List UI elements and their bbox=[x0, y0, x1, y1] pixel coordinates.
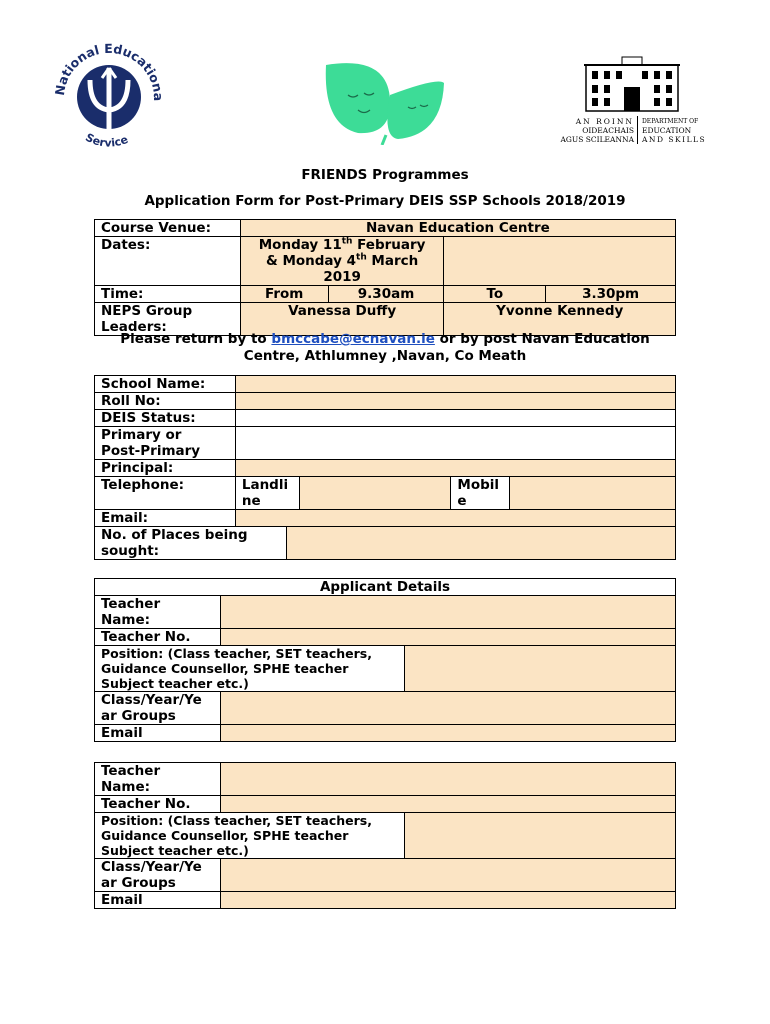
leader-one: Vanessa Duffy bbox=[240, 303, 444, 336]
venue-value: Navan Education Centre bbox=[240, 220, 675, 237]
mobile-field[interactable] bbox=[510, 477, 676, 510]
primary-label: Primary or Post-Primary bbox=[95, 427, 236, 460]
return-note: Please return by to bmccabe@ecnavan.ie or by post Navan Education Centre, Athlumney ,Navan, Co Meath bbox=[120, 331, 650, 364]
time-label: Time: bbox=[95, 286, 241, 303]
teacher-email-label: Email bbox=[95, 725, 221, 742]
teacher-no-field[interactable] bbox=[220, 796, 675, 813]
school-name-field[interactable] bbox=[235, 376, 675, 393]
telephone-label: Telephone: bbox=[95, 477, 236, 510]
teacher-name-label: Teacher Name: bbox=[95, 763, 221, 796]
teacher-no-field[interactable] bbox=[220, 629, 675, 646]
applicant-details-header: Applicant Details bbox=[95, 579, 676, 596]
teacher-no-label: Teacher No. bbox=[95, 796, 221, 813]
time-from-label: From bbox=[240, 286, 328, 303]
dates-value: Monday 11th February & Monday 4th March 2019 bbox=[240, 237, 444, 286]
time-to-value: 3.30pm bbox=[546, 286, 676, 303]
class-groups-label: Class/Year/Ye ar Groups bbox=[95, 692, 221, 725]
teacher-name-field[interactable] bbox=[220, 596, 675, 629]
venue-label: Course Venue: bbox=[95, 220, 241, 237]
email-label: Email: bbox=[95, 510, 236, 527]
roll-no-label: Roll No: bbox=[95, 393, 236, 410]
neps-logo-graphic bbox=[50, 38, 168, 156]
teacher-name-field[interactable] bbox=[220, 763, 675, 796]
leader-two: Yvonne Kennedy bbox=[444, 303, 676, 336]
friends-leaves-logo bbox=[318, 55, 448, 145]
page-subtitle: Application Form for Post-Primary DEIS SSP Schools 2018/2019 bbox=[144, 193, 626, 209]
department-logo bbox=[556, 55, 716, 145]
class-groups-label: Class/Year/Ye ar Groups bbox=[95, 859, 221, 892]
dept-english-line1: DEPARTMENT OF bbox=[642, 118, 699, 125]
class-groups-field[interactable] bbox=[220, 692, 675, 725]
applicant-table-2 bbox=[94, 762, 676, 909]
primary-field[interactable] bbox=[235, 427, 675, 460]
roll-no-field[interactable] bbox=[235, 393, 675, 410]
school-table bbox=[94, 375, 676, 560]
leaders-label: NEPS Group Leaders: bbox=[95, 303, 241, 336]
position-label: Position: (Class teacher, SET teachers, Guidance Counsellor, SPHE teacher Subject teacher etc.) bbox=[95, 646, 405, 692]
places-field[interactable] bbox=[286, 527, 675, 560]
dept-irish-line2: OIDEACHAIS bbox=[582, 126, 634, 135]
dept-english-line2: EDUCATION bbox=[642, 126, 692, 135]
return-email-link[interactable]: bmccabe@ecnavan.ie bbox=[271, 331, 435, 347]
position-label: Position: (Class teacher, SET teachers, Guidance Counsellor, SPHE teacher Subject teacher etc.) bbox=[95, 813, 405, 859]
landline-field[interactable] bbox=[299, 477, 451, 510]
class-groups-field[interactable] bbox=[220, 859, 675, 892]
svg-text:National Educational Psycholog: National Educationa bbox=[51, 40, 167, 102]
position-field[interactable] bbox=[404, 813, 675, 859]
page-title: FRIENDS Programmes bbox=[301, 167, 469, 183]
time-from-value: 9.30am bbox=[328, 286, 444, 303]
principal-label: Principal: bbox=[95, 460, 236, 477]
neps-logo bbox=[50, 38, 168, 156]
teacher-name-label: Teacher Name: bbox=[95, 596, 221, 629]
svg-text:Service: Service bbox=[83, 130, 130, 150]
school-name-label: School Name: bbox=[95, 376, 236, 393]
dept-english-line3: AND SKILLS bbox=[642, 135, 707, 144]
leaves-icon bbox=[318, 55, 448, 145]
teacher-email-label: Email bbox=[95, 892, 221, 909]
building-icon bbox=[582, 55, 682, 113]
teacher-no-label: Teacher No. bbox=[95, 629, 221, 646]
teacher-email-field[interactable] bbox=[220, 725, 675, 742]
position-field[interactable] bbox=[404, 646, 675, 692]
dept-irish-line1: AN ROINN bbox=[575, 117, 634, 126]
time-to-label: To bbox=[444, 286, 546, 303]
deis-status-label: DEIS Status: bbox=[95, 410, 236, 427]
applicant-table-1 bbox=[94, 578, 676, 742]
teacher-email-field[interactable] bbox=[220, 892, 675, 909]
email-field[interactable] bbox=[235, 510, 675, 527]
landline-label: Landli ne bbox=[235, 477, 299, 510]
principal-field[interactable] bbox=[235, 460, 675, 477]
dept-irish-line3: AGUS SCILEANNA bbox=[560, 135, 634, 144]
places-label: No. of Places being sought: bbox=[95, 527, 287, 560]
course-table bbox=[94, 219, 676, 336]
deis-status-field[interactable] bbox=[235, 410, 675, 427]
dates-label: Dates: bbox=[95, 237, 241, 286]
mobile-label: Mobil e bbox=[451, 477, 510, 510]
dates-extra-cell[interactable] bbox=[444, 237, 676, 286]
